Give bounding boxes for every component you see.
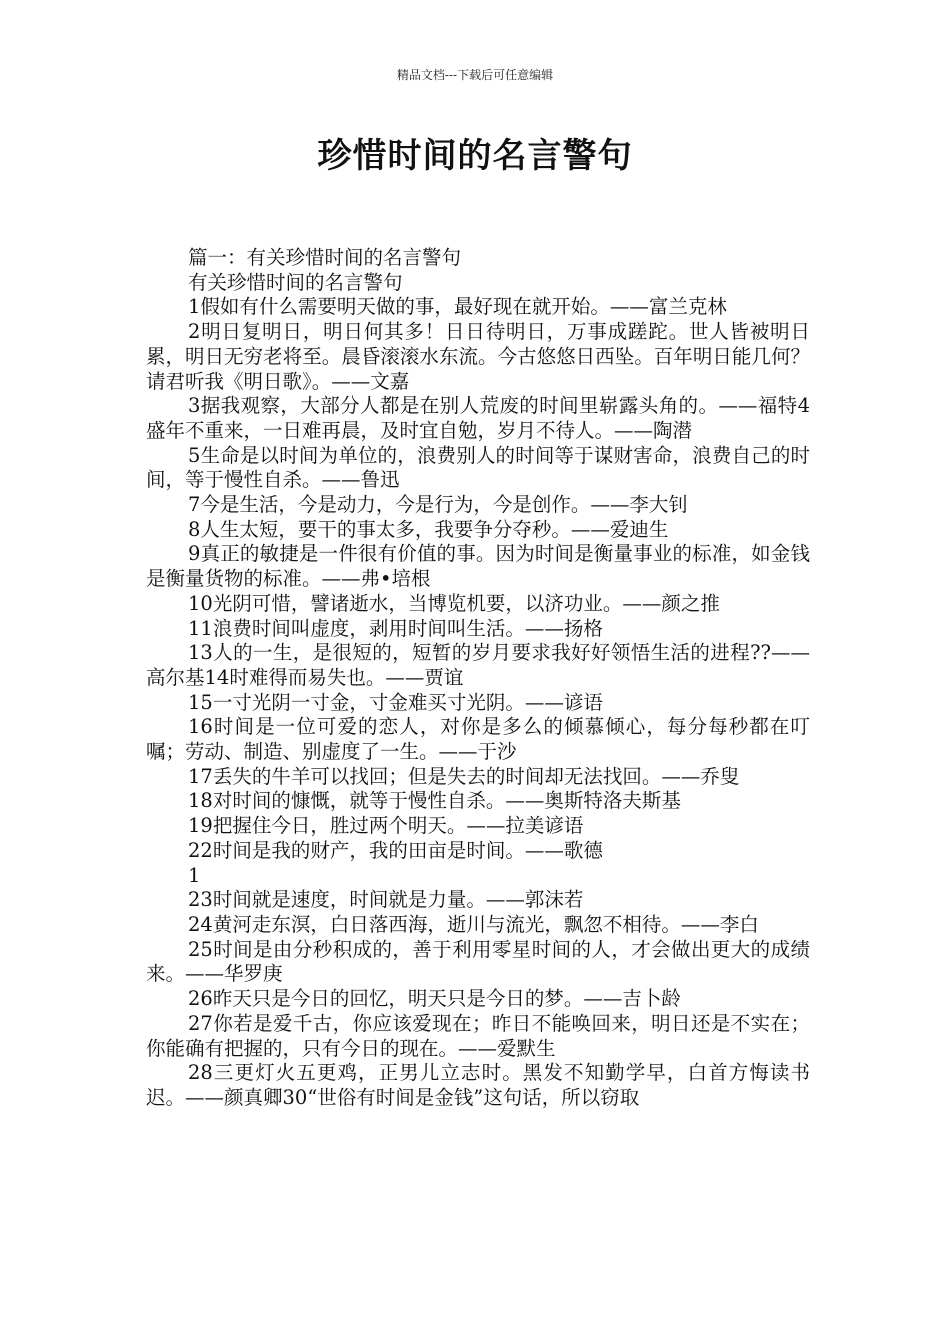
paragraph: 5生命是以时间为单位的，浪费别人的时间等于谋财害命，浪费自己的时间，等于慢性自杀。——鲁迅: [146, 443, 810, 492]
paragraph: 8人生太短，要干的事太多，我要争分夺秒。——爱迪生: [188, 517, 669, 541]
paragraph: 25时间是由分秒积成的，善于利用零星时间的人，才会做出更大的成绩来。——华罗庚: [146, 937, 810, 986]
paragraph: 26昨天只是今日的回忆，明天只是今日的梦。——吉卜龄: [188, 987, 681, 1011]
paragraph: 28三更灯火五更鸡，正男儿立志时。黑发不知勤学早，白首方悔读书迟。——颜真卿30“世俗有时间是金钱”这句话，所以窃取: [146, 1061, 810, 1109]
paragraph: 15一寸光阴一寸金，寸金难买寸光阴。——谚语: [188, 690, 603, 714]
paragraph: 19把握住今日，胜过两个明天。——拉美谚语: [188, 814, 584, 838]
paragraph: 23时间就是速度，时间就是力量。——郭沫若: [188, 888, 584, 912]
paragraph: 2明日复明日，明日何其多！日日待明日，万事成蹉跎。世人皆被明日累，明日无穷老将至。晨昏滚滚水东流。今古悠悠日西坠。百年明日能几何？请君听我《明日歌》。——文嘉: [146, 320, 810, 393]
paragraph: 17丢失的牛羊可以找回；但是失去的时间却无法找回。——乔叟: [188, 764, 740, 788]
paragraph: 有关珍惜时间的名言警句: [188, 270, 403, 294]
paragraph: 27你若是爱千古，你应该爱现在；昨日不能唤回来，明日还是不实在；你能确有把握的，只有今日的现在。——爱默生: [146, 1011, 810, 1060]
page-number: 1: [188, 863, 201, 887]
paragraph: 22时间是我的财产，我的田亩是时间。——歌德: [188, 838, 603, 862]
paragraph: 11浪费时间叫虚度，剥用时间叫生活。——扬格: [188, 616, 603, 640]
paragraph: 24黄河走东溟，白日落西海，逝川与流光，飘忽不相待。——李白: [188, 912, 759, 936]
paragraph: 3据我观察，大部分人都是在别人荒废的时间里崭露头角的。——福特4盛年不重来，一日难再晨，及时宜自勉，岁月不待人。——陶潜: [146, 394, 810, 442]
header-note: 精品文档---下载后可任意编辑: [396, 68, 554, 82]
paragraph: 9真正的敏捷是一件很有价值的事。因为时间是衡量事业的标准，如金钱是衡量货物的标准。——弗•培根: [146, 542, 810, 591]
paragraph: 10光阴可惜，譬诸逝水，当博览机要，以济功业。——颜之推: [188, 591, 720, 615]
paragraph: 篇一：有关珍惜时间的名言警句: [188, 246, 462, 269]
document-body: [146, 246, 810, 1111]
paragraph: 16时间是一位可爱的恋人，对你是多么的倾慕倾心，每分每秒都在叮嘱；劳动、制造、别虚度了一生。——于沙: [146, 715, 810, 764]
paragraph: 18对时间的慷慨，就等于慢性自杀。——奥斯特洛夫斯基: [188, 789, 681, 813]
paragraph: 7今是生活，今是动力，今是行为，今是创作。——李大钊: [188, 493, 688, 517]
paragraph: 13人的一生，是很短的，短暂的岁月要求我好好领悟生活的进程??——高尔基14时难得而易失也。——贾谊: [146, 641, 810, 689]
document-title: 珍惜时间的名言警句: [317, 136, 633, 176]
paragraph: 1假如有什么需要明天做的事，最好现在就开始。——富兰克林: [188, 295, 727, 319]
